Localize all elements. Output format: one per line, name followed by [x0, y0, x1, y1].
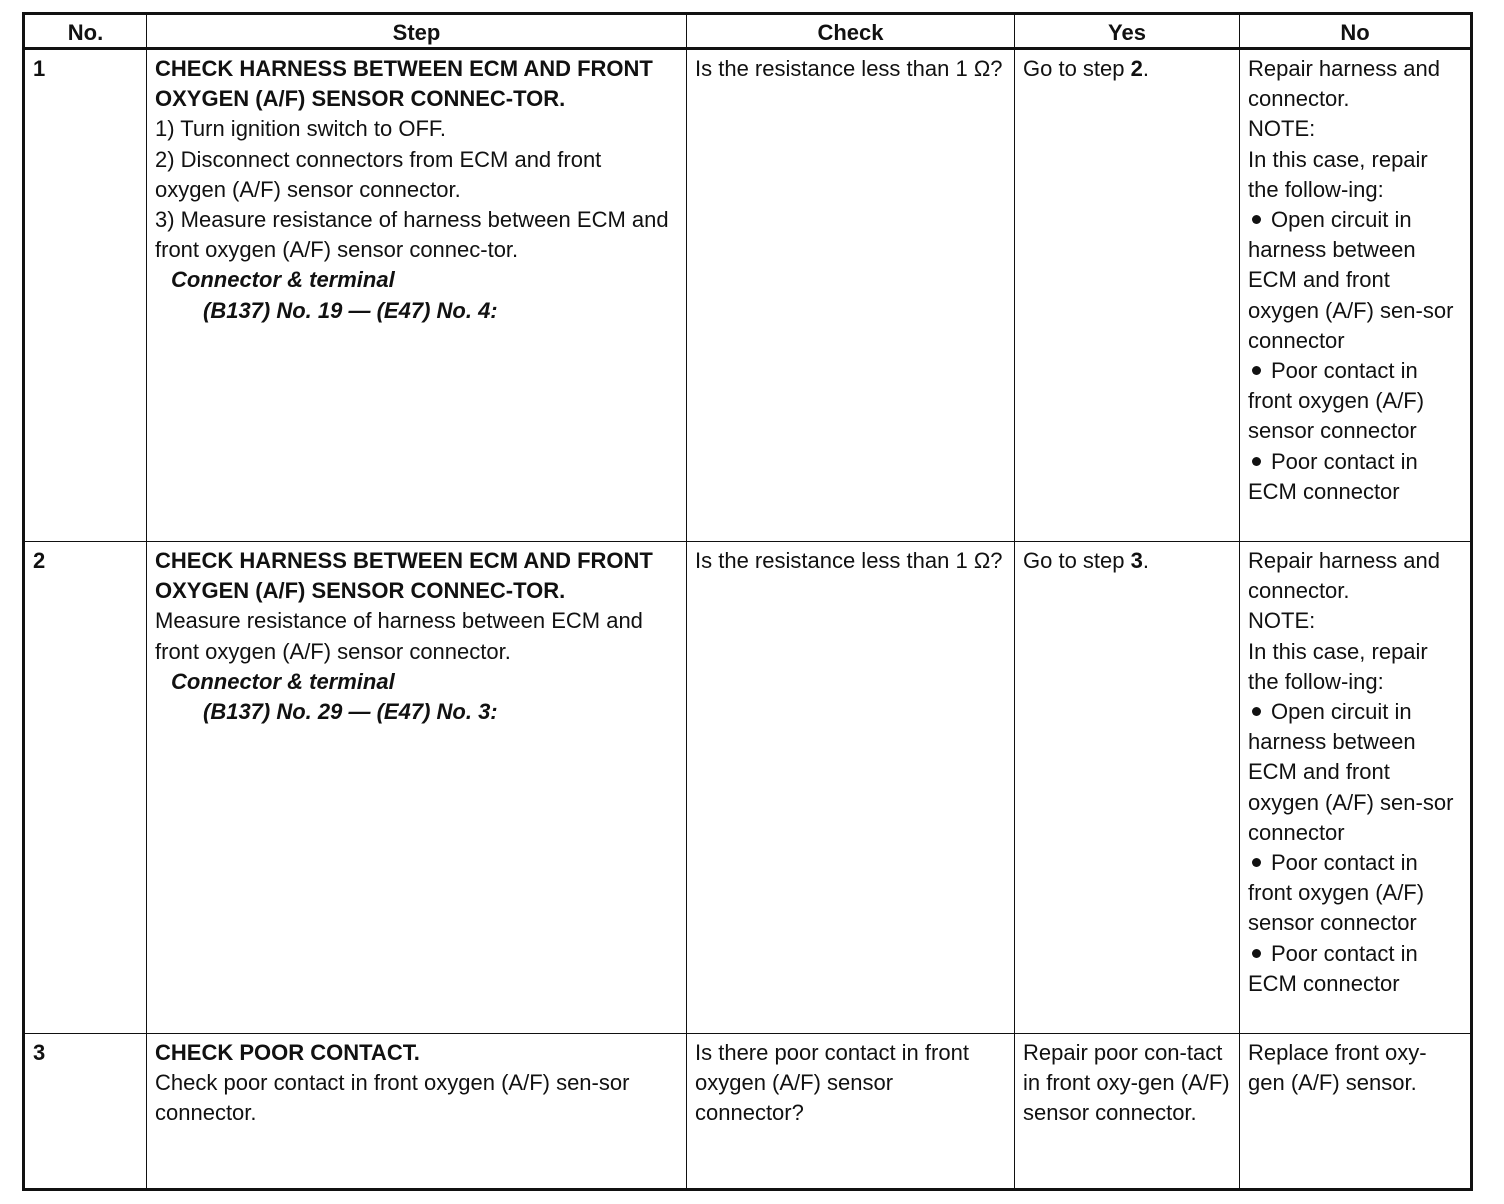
- yes-prefix: Go to step: [1023, 548, 1131, 573]
- step-cell: [147, 1034, 687, 1190]
- no-note-label: NOTE:: [1248, 608, 1316, 634]
- bullet-icon: [1252, 858, 1261, 867]
- step-cell: [147, 542, 687, 1034]
- bullet-icon: [1252, 707, 1261, 716]
- connector-value: (B137) No. 19 — (E47) No. 4:: [203, 297, 498, 323]
- step-number: 3: [24, 1034, 147, 1190]
- no-note-label: NOTE:: [1248, 116, 1316, 142]
- table-header-row: [24, 14, 1472, 49]
- diagnostic-table: [22, 12, 1473, 1191]
- yes-cell: [1015, 49, 1240, 542]
- no-text: In this case, repair the follow-ing:: [1248, 146, 1428, 202]
- step-instruction: Check poor contact in front oxygen (A/F) sen-sor connector.: [155, 1070, 630, 1126]
- check-cell: Is the resistance less than 1 Ω?: [687, 542, 1015, 1034]
- yes-step-ref: 2: [1130, 56, 1143, 81]
- step-instruction: 1) Turn ignition switch to OFF.: [155, 116, 446, 142]
- step-number: 1: [24, 49, 147, 542]
- no-text: Repair harness and connector.: [1248, 548, 1441, 604]
- list-item: [1248, 356, 1462, 447]
- bullet-icon: [1252, 457, 1261, 466]
- bullet-text: Open circuit in harness between ECM and front oxygen (A/F) sen-sor connector: [1248, 699, 1454, 845]
- connector-value: (B137) No. 29 — (E47) No. 3:: [203, 699, 498, 725]
- bullet-icon: [1252, 366, 1261, 375]
- bullet-text: Poor contact in ECM connector: [1248, 940, 1418, 996]
- header-step: Step: [147, 14, 687, 49]
- yes-step-ref: 3: [1130, 548, 1143, 573]
- bullet-text: Poor contact in front oxygen (A/F) sensor connector: [1248, 850, 1425, 936]
- bullet-text: Poor contact in front oxygen (A/F) sensor connector: [1248, 358, 1425, 444]
- check-cell: Is there poor contact in front oxygen (A/F) sensor connector?: [687, 1034, 1015, 1190]
- header-no-result: No: [1240, 14, 1472, 49]
- yes-cell: [1015, 542, 1240, 1034]
- step-title: CHECK HARNESS BETWEEN ECM AND FRONT OXYGEN (A/F) SENSOR CONNEC-TOR.: [155, 548, 653, 604]
- step-number: 2: [24, 542, 147, 1034]
- list-item: [1248, 447, 1462, 507]
- list-item: [1248, 939, 1462, 999]
- bullet-icon: [1252, 949, 1261, 958]
- no-cell: [1240, 542, 1472, 1034]
- bullet-text: Open circuit in harness between ECM and front oxygen (A/F) sen-sor connector: [1248, 207, 1454, 353]
- bullet-text: Poor contact in ECM connector: [1248, 448, 1418, 504]
- no-cell: Replace front oxy-gen (A/F) sensor.: [1240, 1034, 1472, 1190]
- yes-prefix: Go to step: [1023, 56, 1131, 81]
- check-cell: Is the resistance less than 1 Ω?: [687, 49, 1015, 542]
- header-no: No.: [24, 14, 147, 49]
- step-instruction: Measure resistance of harness between ECM and front oxygen (A/F) sensor connector.: [155, 608, 643, 664]
- table-row: [24, 1034, 1472, 1190]
- connector-label: Connector & terminal: [171, 267, 395, 293]
- step-instruction: 3) Measure resistance of harness between ECM and front oxygen (A/F) sensor connec-tor.: [155, 207, 669, 263]
- yes-suffix: .: [1142, 56, 1149, 81]
- list-item: [1248, 697, 1462, 848]
- step-title: CHECK HARNESS BETWEEN ECM AND FRONT OXYGEN (A/F) SENSOR CONNEC-TOR.: [155, 56, 653, 112]
- table-row: [24, 542, 1472, 1034]
- step-instruction: 2) Disconnect connectors from ECM and front oxygen (A/F) sensor connector.: [155, 146, 602, 202]
- no-text: In this case, repair the follow-ing:: [1248, 638, 1428, 694]
- list-item: [1248, 848, 1462, 939]
- header-check: Check: [687, 14, 1015, 49]
- no-cell: [1240, 49, 1472, 542]
- bullet-icon: [1252, 215, 1261, 224]
- table-row: [24, 49, 1472, 542]
- connector-label: Connector & terminal: [171, 668, 395, 694]
- yes-suffix: .: [1142, 548, 1149, 573]
- yes-cell: Repair poor con-tact in front oxy-gen (A/F) sensor connector.: [1015, 1034, 1240, 1190]
- header-yes: Yes: [1015, 14, 1240, 49]
- step-title: CHECK POOR CONTACT.: [155, 1040, 420, 1065]
- step-cell: [147, 49, 687, 542]
- list-item: [1248, 205, 1462, 356]
- no-text: Repair harness and connector.: [1248, 56, 1441, 112]
